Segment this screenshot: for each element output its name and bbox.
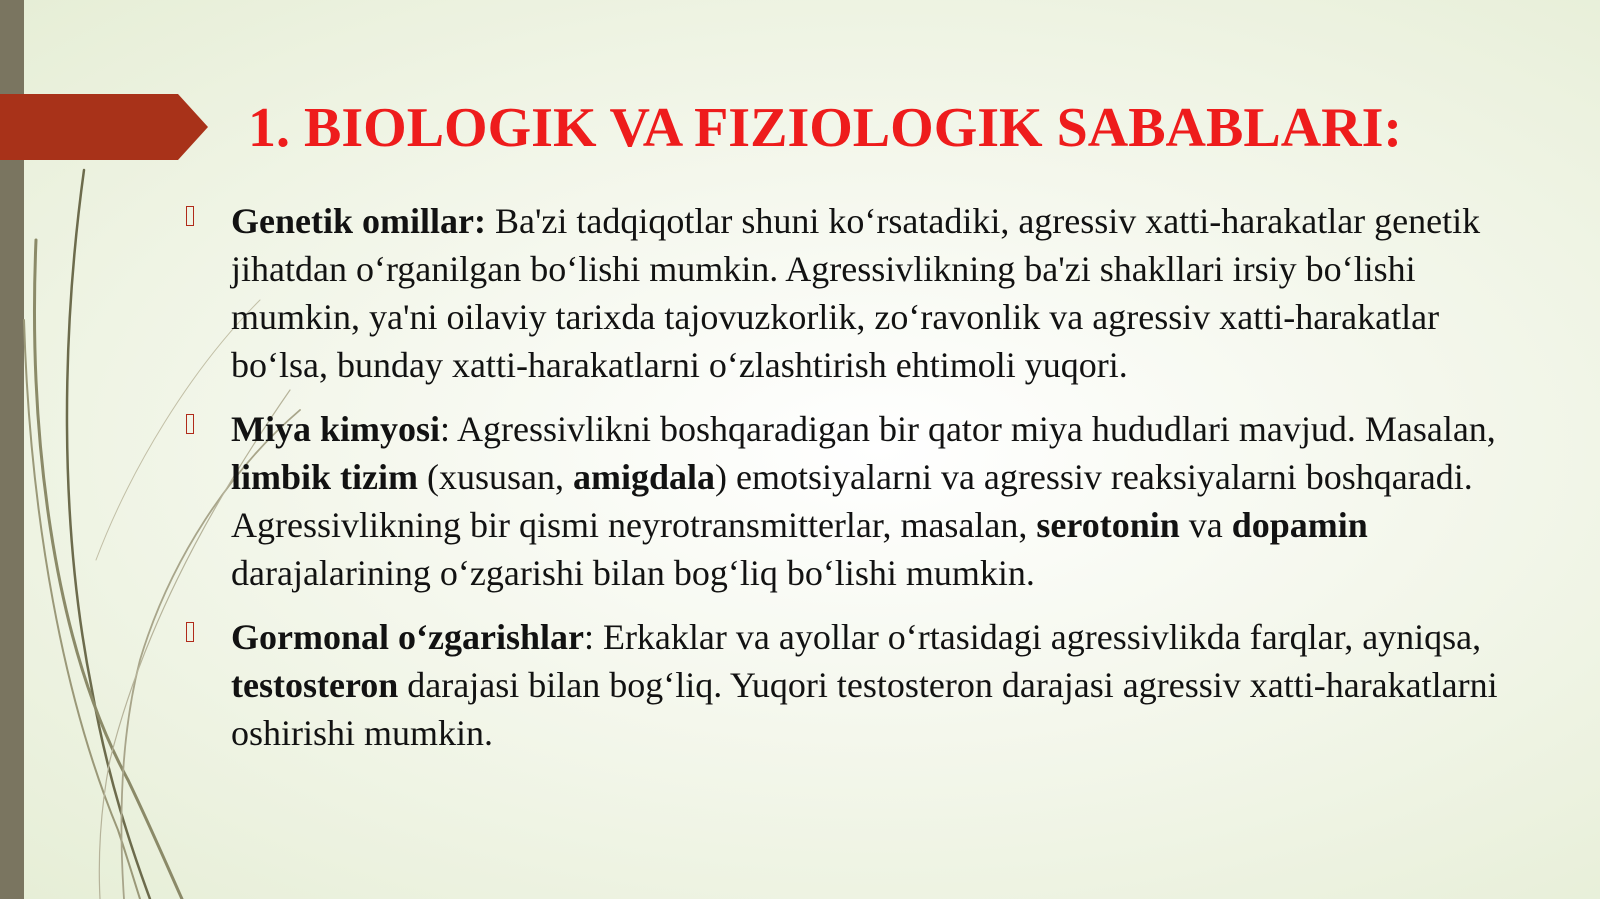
bullet-text: ) emotsiyalarni va agressiv reaksiyalarni boshqaradi. Agressivlikning bir qismi neyrotransmitterlar, masalan, bbox=[231, 457, 1473, 545]
keyword-amygdala: amigdala bbox=[573, 457, 716, 497]
bullet-text: : Erkaklar va ayollar o‘rtasidagi agressivlikda farqlar, ayniqsa, bbox=[583, 617, 1482, 657]
keyword-testosterone: testosteron bbox=[231, 665, 399, 705]
bullet-text: va bbox=[1179, 505, 1232, 545]
bullet-term: Genetik omillar: bbox=[231, 201, 486, 241]
square-bullet-icon bbox=[186, 206, 194, 226]
bullet-text: Ba'zi tadqiqotlar shuni ko‘rsatadiki, agressiv xatti-harakatlar genetik jihatdan o‘rganilgan bo‘lishi mumkin. Agressivlikning ba'zi shakllari irsiy bo‘lishi mumkin, ya'ni oilaviy tarixda tajovuzkorlik, zo‘ravonlik va agressiv xatti-harakatlar bo‘lsa, bunday xatti-harakatlarni o‘zlashtirish ehtimoli yuqori. bbox=[231, 201, 1481, 385]
bullet-hormonal-changes bbox=[180, 613, 1510, 757]
bullet-term: Miya kimyosi bbox=[231, 409, 441, 449]
title-arrow-banner bbox=[0, 94, 210, 160]
bullet-genetic-factors bbox=[180, 197, 1510, 389]
bullet-list bbox=[180, 197, 1510, 773]
square-bullet-icon bbox=[186, 414, 194, 434]
bullet-text: darajalarining o‘zgarishi bilan bog‘liq bo‘lishi mumkin. bbox=[231, 553, 1035, 593]
keyword-serotonin: serotonin bbox=[1036, 505, 1180, 545]
bullet-text: : Agressivlikni boshqaradigan bir qator miya hududlari mavjud. Masalan, bbox=[440, 409, 1496, 449]
bullet-text: darajasi bilan bog‘liq. Yuqori testosteron darajasi agressiv xatti-harakatlarni oshirishi mumkin. bbox=[231, 665, 1498, 753]
bullet-brain-chemistry bbox=[180, 405, 1510, 597]
bullet-text: (xususan, bbox=[418, 457, 573, 497]
keyword-limbic-system: limbik tizim bbox=[231, 457, 418, 497]
bullet-term: Gormonal o‘zgarishlar bbox=[231, 617, 584, 657]
keyword-dopamine: dopamin bbox=[1231, 505, 1368, 545]
slide-title: 1. BIOLOGIK VA FIZIOLOGIK SABABLARI: bbox=[248, 97, 1403, 159]
square-bullet-icon bbox=[186, 622, 194, 642]
